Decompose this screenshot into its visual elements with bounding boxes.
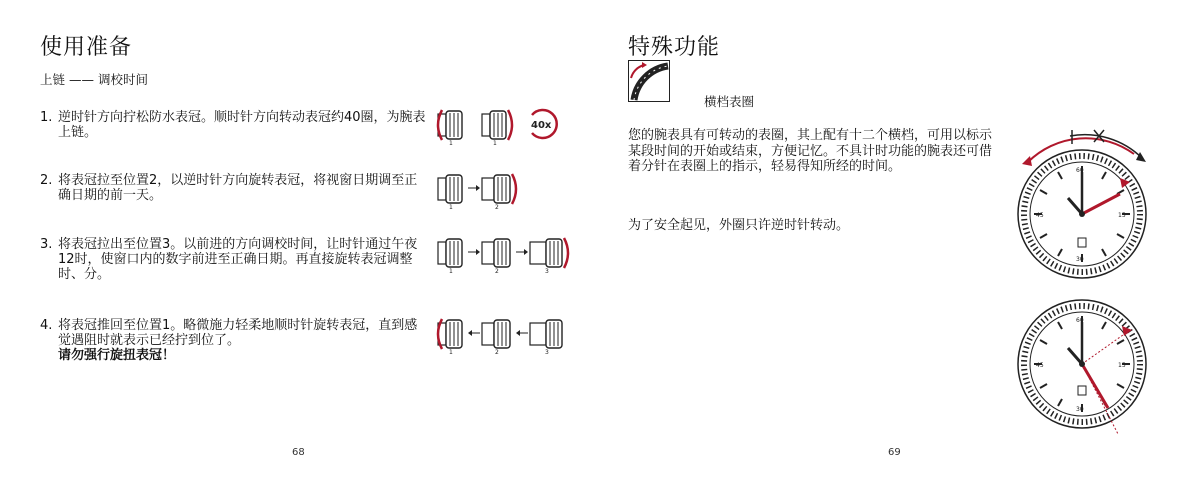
position-label: 2	[495, 349, 499, 355]
crown-icon	[438, 319, 462, 349]
page-number: 69	[888, 447, 901, 458]
warning-text: 请勿强行旋扭表冠！	[58, 348, 176, 363]
crown-icon	[438, 175, 462, 203]
page-number: 68	[292, 447, 305, 458]
dial-label: 15	[1118, 212, 1126, 219]
dial-label: 30	[1076, 406, 1084, 413]
step-2-crown-illustration	[432, 168, 532, 210]
step-1-crown-illustration	[432, 104, 572, 146]
crown-icon	[482, 320, 510, 348]
bezel-icon	[628, 60, 670, 102]
position-label: 3	[545, 268, 549, 274]
dial-label: 60	[1076, 167, 1084, 174]
dial-label: 30	[1076, 256, 1084, 263]
date-window	[1078, 238, 1086, 247]
step-text: 将表冠拉出至位置3。以前进的方向调校时间，让时针通过午夜12时，使窗口内的数字前进至正确日期。再直接旋转表冠调整时、分。	[58, 237, 418, 282]
badge-text: 40x	[531, 120, 552, 131]
watch-dial-bottom	[1006, 290, 1156, 440]
position-label: 1	[493, 140, 497, 146]
step-text: 将表冠推回至位置1。略微施力轻柔地顺时针旋转表冠，直到感觉遇阻时就表示已经拧到位了。	[58, 318, 418, 348]
dial-label: 45	[1036, 212, 1044, 219]
crown-icon	[438, 239, 462, 267]
crown-icon	[530, 320, 562, 348]
step-text: 将表冠拉至位置2，以逆时针方向旋转表冠，将视窗日期调至正确日期的前一天。	[58, 173, 418, 203]
step-3	[40, 237, 428, 282]
step-4	[40, 318, 428, 363]
section-label: 横档表圈	[704, 94, 755, 109]
position-label: 1	[449, 268, 453, 274]
step-2	[40, 173, 428, 203]
crown-icon	[530, 238, 568, 268]
page-title: 特殊功能	[628, 35, 721, 60]
position-label: 1	[449, 349, 453, 355]
step-number: 3.	[40, 237, 53, 252]
section-subtitle: 上链 —— 调校时间	[40, 72, 148, 87]
crown-icon	[482, 110, 512, 140]
step-1	[40, 110, 428, 140]
right-page	[596, 0, 1191, 482]
date-window	[1078, 386, 1086, 395]
dial-label: 15	[1118, 362, 1126, 369]
step-number: 2.	[40, 173, 53, 188]
dial-label: 45	[1036, 362, 1044, 369]
arrow-left-icon	[1022, 156, 1032, 166]
position-label: 3	[545, 349, 549, 355]
step-number: 1.	[40, 110, 53, 125]
position-label: 1	[449, 204, 453, 210]
position-label: 2	[495, 268, 499, 274]
arrow-right-icon	[516, 249, 528, 255]
dial-label: 60	[1076, 317, 1084, 324]
step-text: 逆时针方向拧松防水表冠。顺时针方向转动表冠约40圈，为腕表上链。	[58, 110, 426, 140]
step-number: 4.	[40, 318, 53, 333]
arrow-left-icon	[468, 330, 480, 336]
rotation-count-badge	[531, 110, 557, 138]
left-page	[0, 0, 595, 482]
crown-icon	[482, 239, 510, 267]
paragraph-2: 为了安全起见，外圈只许逆时针转动。	[628, 218, 850, 233]
watch-dial-top	[1006, 128, 1156, 288]
step-3-crown-illustration	[432, 232, 572, 274]
position-label: 2	[495, 204, 499, 210]
page-title: 使用准备	[40, 35, 133, 60]
paragraph-1: 您的腕表具有可转动的表圈，其上配有十二个横档，可用以标示某段时间的开始或结束，方便记忆。不具计时功能的腕表还可借着分针在表圈上的指示，轻易得知所经的时间。	[628, 128, 993, 174]
arrow-right-icon	[468, 249, 480, 255]
arrow-left-icon	[516, 330, 528, 336]
arrow-right-icon	[468, 185, 480, 191]
crown-icon	[438, 110, 462, 140]
step-4-crown-illustration	[432, 313, 572, 355]
crown-icon	[482, 174, 516, 204]
position-label: 1	[449, 140, 453, 146]
